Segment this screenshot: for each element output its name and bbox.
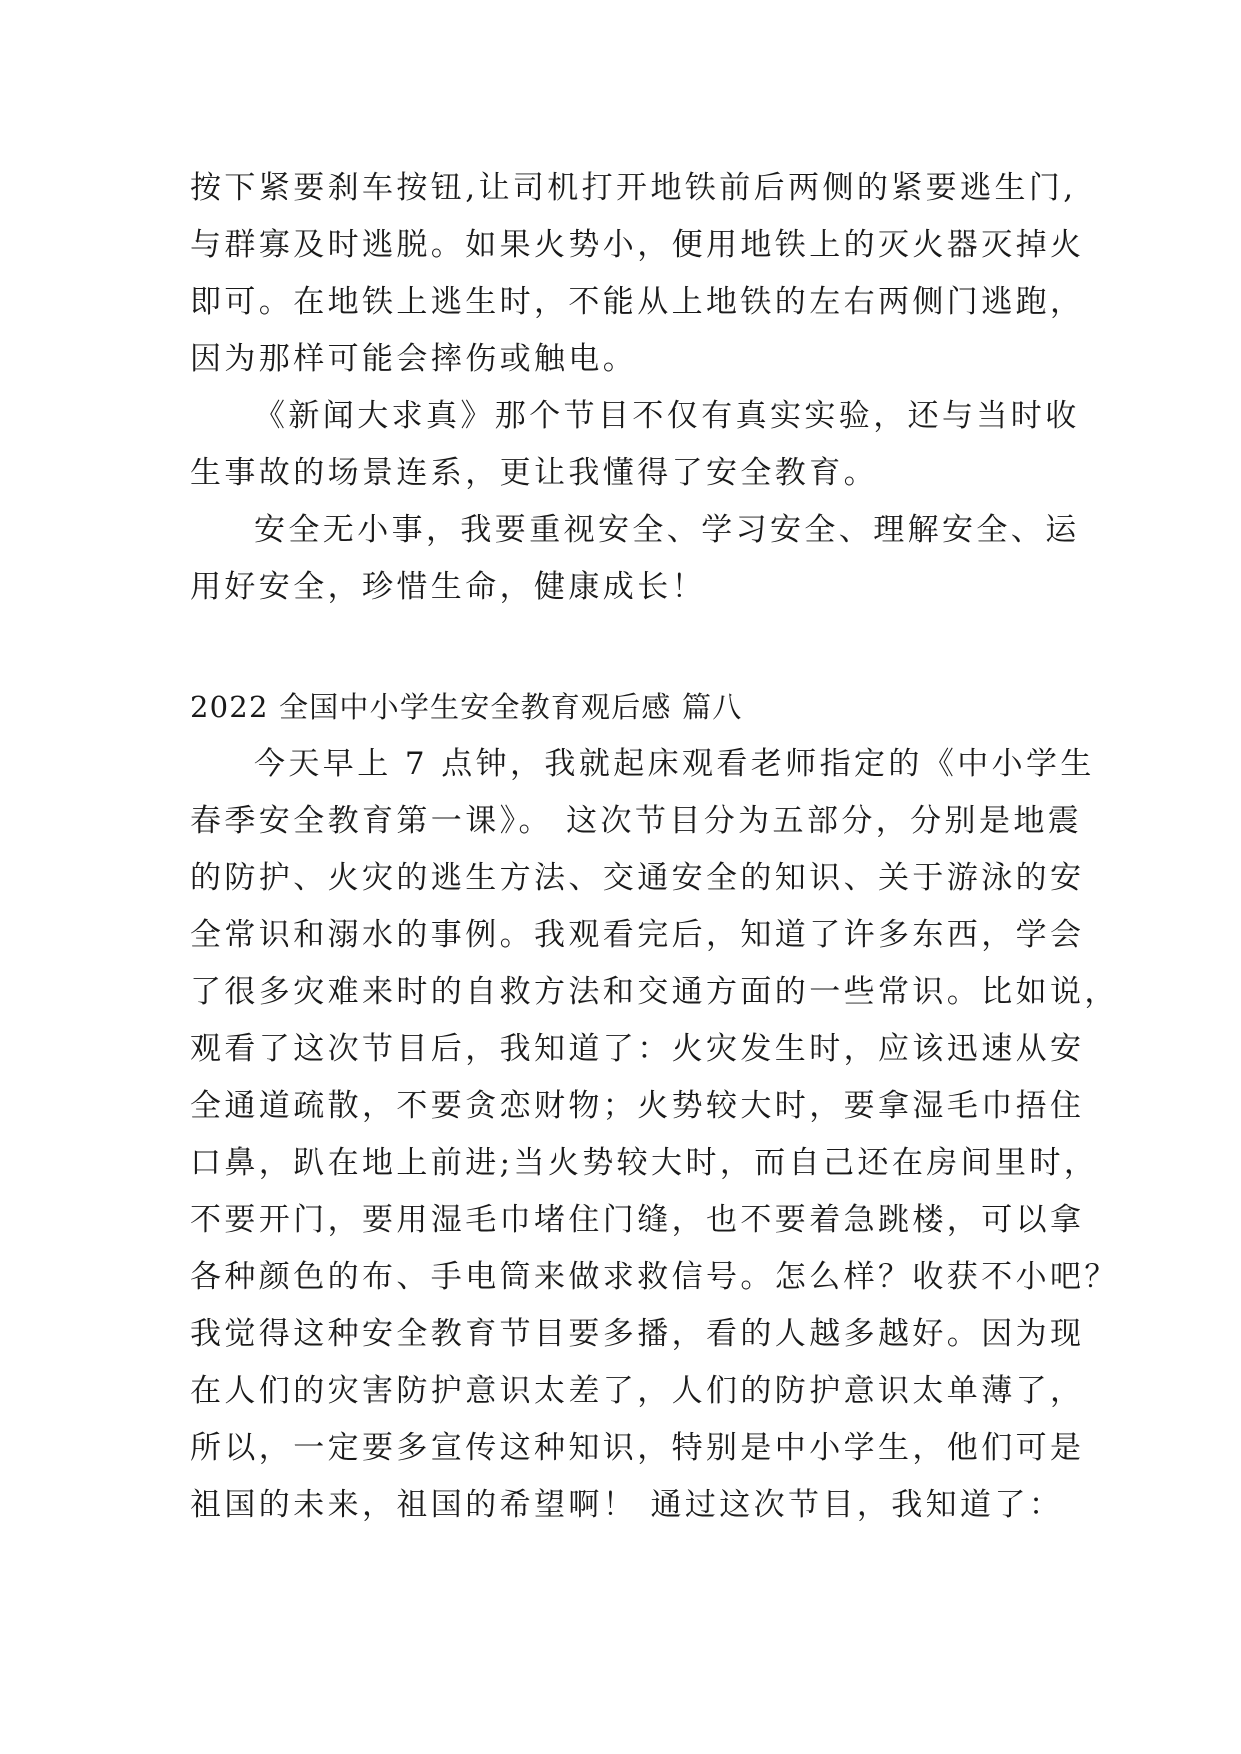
text-line: 按下紧要刹车按钮,让司机打开地铁前后两侧的紧要逃生门, [190,170,1077,206]
text-line: 了很多灾难来时的自救方法和交通方面的一些常识。比如说， [190,974,1119,1010]
text-line: 《新闻大求真》那个节目不仅有真实实验，还与当时收 [254,398,1080,434]
text-line: 全常识和溺水的事例。我观看完后，知道了许多东西，学会 [190,917,1085,953]
text-line: 口鼻，趴在地上前进;当火势较大时，而自己还在房间里时， [190,1145,1099,1181]
text-line: 用好安全，珍惜生命，健康成长！ [190,569,706,605]
text-line: 祖国的未来，祖国的希望啊！ 通过这次节目，我知道了： [190,1487,1064,1523]
text-line: 的防护、火灾的逃生方法、交通安全的知识、关于游泳的安 [190,860,1085,896]
text-line: 不要开门，要用湿毛巾堵住门缝，也不要着急跳楼，可以拿 [190,1202,1085,1238]
text-line: 因为那样可能会摔伤或触电。 [190,341,638,377]
text-line: 全通道疏散，不要贪恋财物；火势较大时，要拿湿毛巾捂住 [190,1088,1085,1124]
text-line: 在人们的灾害防护意识太差了，人们的防护意识太单薄了， [190,1373,1085,1409]
text-line: 所以，一定要多宣传这种知识，特别是中小学生，他们可是 [190,1430,1085,1466]
text-line: 安全无小事，我要重视安全、学习安全、理解安全、运 [254,512,1080,548]
text-line: 各种颜色的布、手电筒来做求救信号。怎么样？收获不小吧？ [190,1259,1119,1295]
text-line: 春季安全教育第一课》。 这次节目分为五部分，分别是地震 [190,803,1083,839]
text-line: 生事故的场景连系，更让我懂得了安全教育。 [190,455,878,491]
text-line: 我觉得这种安全教育节目要多播，看的人越多越好。因为现 [190,1316,1085,1352]
text-line: 今天早上 7 点钟，我就起床观看老师指定的《中小学生 [254,746,1095,782]
text-line: 即可。在地铁上逃生时，不能从上地铁的左右两侧门逃跑， [190,284,1085,320]
section-heading: 2022 全国中小学生安全教育观后感 篇八 [190,690,743,724]
text-line: 与群寡及时逃脱。如果火势小，便用地铁上的灭火器灭掉火 [190,227,1085,263]
text-line: 观看了这次节目后，我知道了：火灾发生时，应该迅速从安 [190,1031,1085,1067]
